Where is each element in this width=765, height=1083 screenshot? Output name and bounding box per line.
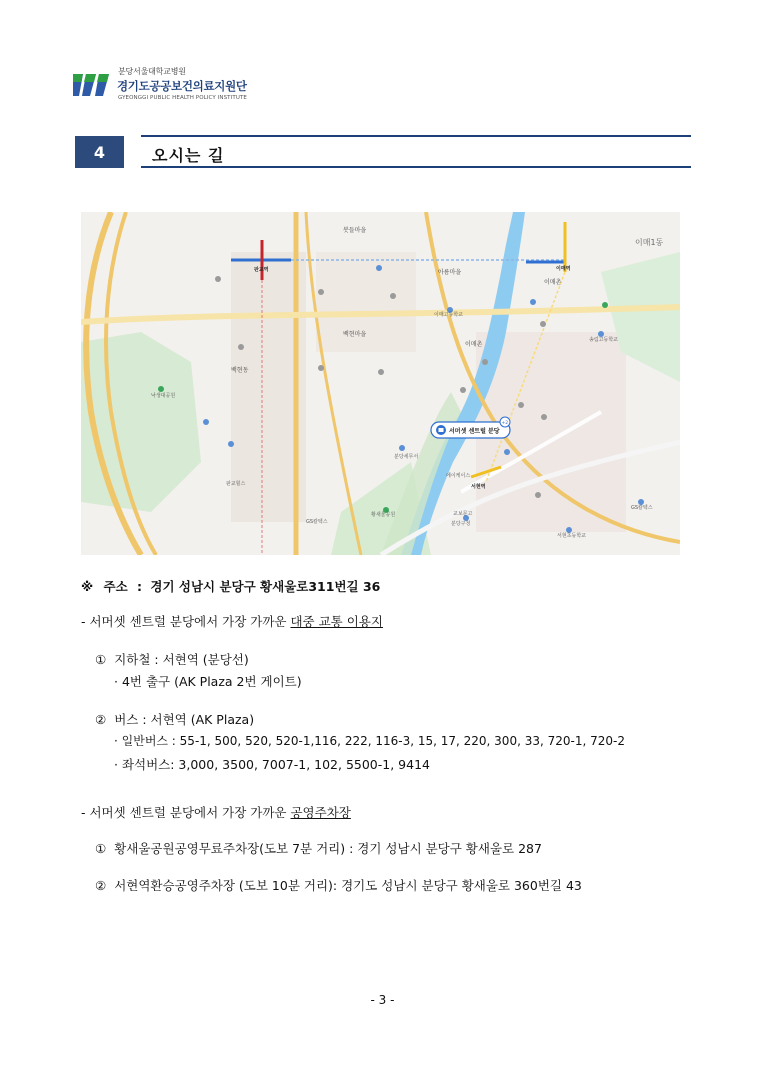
- destination-marker-badge: +2: [501, 421, 509, 426]
- map-label-baekhyeon-dong: 백현동: [231, 367, 249, 374]
- map-label-gs-caltex-2: GS칼텍스: [631, 505, 653, 511]
- bus-seat: · 좌석버스: 3,000, 3500, 7007-1, 102, 5500-1, 9414: [114, 757, 430, 772]
- parking-intro-underlined: 공영주차장: [290, 805, 351, 820]
- institute-logo-icon: [73, 74, 111, 96]
- map-label-yimae1dong: 이매1동: [635, 238, 664, 247]
- parking-item-1: [95, 839, 542, 857]
- map-label-hwangsaeul-park: 황새울공원: [371, 512, 396, 518]
- map-label-imae-highschool: 이매고등학교: [434, 312, 463, 318]
- map-label-imae-chon-2: 이매촌: [465, 341, 483, 348]
- map-label-gs-caltex: GS칼텍스: [306, 519, 328, 525]
- section-number: 4: [75, 136, 124, 168]
- parking-intro-prefix: - 서머셋 센트럴 분당에서 가장 가까운: [81, 805, 291, 820]
- map-label-gyobo: 교보문고: [453, 511, 473, 517]
- subway-text: 지하철 : 서현역 (분당선): [114, 652, 249, 667]
- parking-1-text: 황새울공원공영무료주차장(도보 7분 거리) : 경기 성남시 분당구 황새울로 287: [114, 841, 542, 856]
- address-line: [81, 577, 380, 595]
- parking-1-number: ①: [95, 841, 107, 856]
- map-label-imae-station: 이매역: [556, 266, 571, 272]
- parking-intro: [81, 803, 351, 821]
- parking-2-text: 서현역환승공영주차장 (도보 10분 거리): 경기도 성남시 분당구 황새울로 360번길 43: [114, 878, 582, 893]
- map-label-aekiseu: 에이케이스: [446, 473, 471, 479]
- location-map[interactable]: [81, 212, 680, 555]
- org-subtitle: 분당서울대학교병원: [118, 67, 186, 76]
- subway-number: ①: [95, 652, 107, 667]
- subway-detail: · 4번 출구 (AK Plaza 2번 게이트): [114, 674, 302, 689]
- map-label-naksaeng-park: 낙생대공원: [151, 393, 176, 399]
- parking-item-2: [95, 876, 582, 894]
- map-label-seohyeon-station: 서현역: [471, 484, 486, 490]
- map-label-pangyo-hills: 판교힐스: [226, 481, 246, 487]
- destination-marker-label: 서머셋 센트럴 분당: [449, 428, 500, 435]
- address-value: 경기 성남시 분당구 황새울로311번길 36: [150, 579, 381, 594]
- map-label-seohyeon-school: 서현초등학교: [557, 533, 586, 539]
- page-number: - 3 -: [370, 993, 395, 1007]
- map-label-baekhyeon-maeul: 백현마을: [343, 331, 367, 338]
- transit-intro: [81, 612, 383, 630]
- bus-item: [95, 710, 254, 728]
- map-label-bundang-tax-office: 분당세무서: [394, 454, 419, 460]
- bus-text: 버스 : 서현역 (AK Plaza): [114, 712, 255, 727]
- parking-2-number: ②: [95, 878, 107, 893]
- map-label-songrim: 송림고등학교: [589, 337, 618, 343]
- address-separator: :: [137, 579, 143, 594]
- address-label: 주소: [103, 579, 128, 594]
- map-label-imae-chon: 이매촌: [544, 279, 562, 286]
- map-label-bundang-gu-office: 분당구청: [451, 521, 471, 527]
- map-label-areum: 아름마을: [438, 269, 462, 276]
- bus-regular: · 일반버스 : 55-1, 500, 520, 520-1,116, 222, 116-3, 15, 17, 220, 300, 33, 720-1, 720-2: [114, 734, 625, 748]
- map-label-botdeul: 봇들마을: [343, 227, 367, 234]
- transit-intro-underlined: 대중 교통 이용지: [290, 614, 383, 629]
- org-name: 경기도공공보건의료지원단: [117, 79, 247, 93]
- section-title: 오시는 길: [152, 146, 225, 165]
- subway-item: [95, 650, 249, 668]
- reference-mark: ※: [81, 579, 94, 594]
- bus-number: ②: [95, 712, 107, 727]
- org-english-name: GYEONGGI PUBLIC HEALTH POLICY INSTITUTE: [118, 95, 247, 101]
- map-label-pangyo-station: 판교역: [254, 267, 269, 273]
- transit-intro-prefix: - 서머셋 센트럴 분당에서 가장 가까운: [81, 614, 291, 629]
